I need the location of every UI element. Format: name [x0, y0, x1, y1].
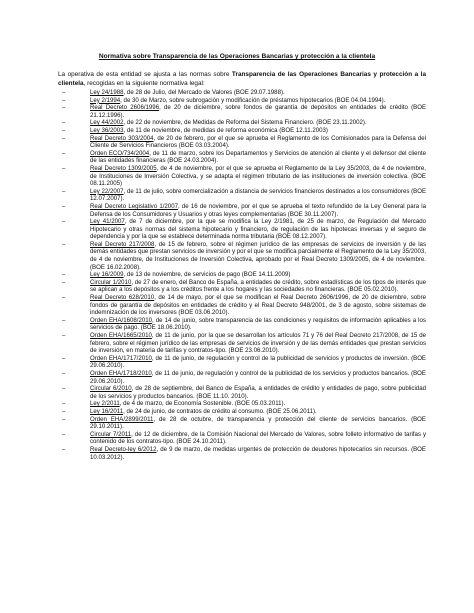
regulation-link[interactable]: Ley 16/2009 — [90, 271, 124, 279]
regulation-item — [62, 279, 426, 294]
regulation-description: , de 14 de mayo, por el que se modifican el Real Decreto 2606/1996, de 20 de diciembre, sobre fondos de garantía de depósitos en entidades de crédito y el Real Decreto 948/2001, de 3 de agosto, sobre sistemas de indemnización de los inversores (BOE 03.06.2010). — [90, 294, 426, 317]
intro-text: La operativa de esta entidad se ajusta a las normas sobre — [58, 71, 232, 78]
regulation-item — [62, 203, 426, 218]
regulation-item — [62, 317, 426, 332]
bullet-dash: – — [62, 385, 66, 393]
regulation-description: , de 24 de junio, de contratos de crédito al consumo. (BOE 25.06.2011). — [123, 407, 317, 415]
regulation-description: , de 15 de febrero, sobre el régimen jurídico de las empresas de servicios de inversión y de las demás entidades que prestan servicios de inversión y por el que se modifica parcialmente el Reglamento de la Ley 35/2003, de 4 de noviembre, de Instituciones de Inversión Colectiva, aprobado por el Real Decreto 1309/2005, de 4 de noviembre. (BOE 16.02.2008). — [90, 240, 426, 271]
regulation-description: , de 11 de julio, sobre comercialización a distancia de servicios financieros destinados a los consumidores (BOE 12.07.2007). — [90, 187, 427, 203]
regulation-description: , de 4 de noviembre, por el que se aprueba el Reglamento de la Ley 35/2003, de 4 de noviembre, de Instituciones de Inversión Colectiva, y se adapta el régimen tributario de las instituciones de inversión colectiva. (BOE 08.11.2005) — [90, 164, 426, 188]
bullet-dash: – — [62, 149, 66, 157]
regulation-description: , de 11 de junio, por la que se desarrollan los artículos 71 y 76 del Real Decreto 217/2008, de 15 de febrero, sobre el régimen jurídico de las empresas de servicios de inversión y de las demás entidades que prestan servicios de inversión, en materia de tarifas y contratos-tipo. (BOE 23.06.2010). — [90, 332, 426, 355]
regulation-description: , de 14 de junio, sobre transparencia de las condiciones y requisitos de información aplicables a los servicios de pago. (BOE 18.06.2010). — [90, 316, 426, 332]
regulation-link[interactable]: Ley 2/1994 — [90, 96, 121, 104]
regulation-description: , de 11 de junio, de regulación y control de la publicidad de servicios y productos de inversión. (BOE 29.06.2010). — [90, 354, 426, 370]
bullet-dash: – — [62, 202, 66, 210]
bullet-dash: – — [62, 369, 66, 377]
regulation-item — [62, 89, 426, 97]
regulation-description: , de 22 de noviembre, de Medidas de Reforma del Sistema Financiero. (BOE 23.11.2002). — [123, 119, 367, 127]
regulation-link[interactable]: Circular 6/2010 — [90, 385, 132, 393]
bullet-dash: – — [62, 126, 66, 134]
bullet-dash: – — [62, 354, 66, 362]
bullet-dash: – — [62, 240, 66, 248]
regulation-description: , de 27 de enero, del Banco de España, a entidades de crédito, sobre estadísticas de los tipos de interés que se aplican a los depósitos y a los créditos frente a los hogares y las sociedades no financieras. (BOE 05.02.2010). — [90, 278, 427, 294]
regulation-link[interactable]: Real Decreto 303/2004 — [90, 134, 154, 142]
regulation-link[interactable]: Orden EHA/1718/2010 — [90, 369, 152, 377]
bullet-dash: – — [62, 407, 66, 415]
bullet-dash: – — [62, 89, 66, 96]
regulation-description: , de 13 de noviembre, de servicios de pago (BOE 14.11.2009) — [123, 271, 291, 279]
regulation-item — [62, 188, 426, 203]
regulation-link[interactable]: Ley 41/2007 — [90, 218, 125, 226]
bullet-dash: – — [62, 218, 66, 226]
page-title: Normativa sobre Transparencia de las Operaciones Bancarias y protección a la clientela — [98, 53, 376, 60]
regulation-item — [62, 241, 426, 271]
regulation-description: , de 12 de diciembre, de la Comisión Nacional del Mercado de Valores, sobre folleto informativo de tarifas y contenido de los contratos-tipo. (BOE 24.10.2011). — [90, 430, 426, 446]
regulation-link[interactable]: Real Decreto-ley 6/2012 — [90, 445, 157, 453]
intro-bold-text: Transparencia de las Operaciones Bancarias y protección a la clientela — [58, 71, 426, 87]
regulation-item — [62, 431, 426, 446]
regulation-item — [62, 150, 426, 165]
regulation-link[interactable]: Real Decreto 628/2010 — [90, 294, 155, 302]
regulation-description: , de 11 de marzo, sobre los Departamentos y Servicios de atención al cliente y el defensor del cliente de las entidades financieras (BOE 24.03.2004). — [90, 149, 426, 165]
bullet-dash: – — [62, 104, 66, 112]
bullet-dash: – — [62, 278, 66, 286]
regulation-item — [62, 294, 426, 317]
regulation-description: , de 7 de diciembre, por la que se modifica la Ley 2/1981, de 25 de marzo, de Regulación del Mercado Hipotecario y otras normas del sistema hipotecario y financiero, de regulación de las hipotecas inversas y el seguro de dependencia y por la que se establece determinada norma tributaria (BOE 08.12.2007). — [90, 218, 427, 241]
regulation-link[interactable]: Ley 16/2011 — [90, 407, 124, 415]
regulation-item — [62, 408, 426, 416]
bullet-dash: – — [62, 316, 66, 324]
regulation-link[interactable]: Circular 7/2011 — [90, 430, 132, 438]
intro-text-end: , recogidas en la siguiente normativa legal: — [83, 80, 205, 87]
regulation-item — [62, 218, 426, 241]
regulation-link[interactable]: Orden EHA/1717/2010 — [90, 354, 152, 362]
regulation-link[interactable]: Ley 44/2002 — [90, 119, 124, 127]
bullet-dash: – — [62, 119, 66, 127]
regulation-description: , de 20 de febrero, por el que se aprueba el Reglamento de los Comisionados para la Defensa del Cliente de Servicios Financieros (BOE 03.03.2004). — [90, 134, 426, 150]
regulation-description: , de 30 de Marzo, sobre subrogación y modificación de préstamos hipotecarios (BOE 04.04.1994). — [120, 96, 386, 104]
regulation-description: , de 11 de noviembre, de medidas de reforma económica (BOE 12.11.2003) — [123, 126, 328, 134]
regulation-link[interactable]: Real Decreto 1309/2005 — [90, 164, 157, 172]
regulation-link[interactable]: Orden EHA/1608/2010 — [90, 316, 153, 324]
regulation-item — [62, 370, 426, 385]
regulation-description: , de 20 de diciembre, sobre fondos de garantía de depósitos en entidades de crédito (BOE 21.12.1996). — [90, 104, 427, 119]
regulation-item — [62, 416, 426, 431]
bullet-dash: – — [62, 134, 66, 142]
regulation-link[interactable]: Real Decreto 2606/1996 — [90, 104, 160, 112]
regulation-link[interactable]: Orden EHA/1665/2010 — [90, 332, 152, 339]
regulation-description: , de 28 de Julio, del Mercado de Valores (BOE 29.07.1988). — [123, 89, 285, 96]
bullet-dash: – — [62, 187, 66, 195]
regulation-link[interactable]: Ley 2/2011 — [90, 400, 120, 408]
regulation-item — [62, 355, 426, 370]
bullet-dash: – — [62, 164, 66, 172]
regulation-item — [62, 135, 426, 150]
bullet-dash: – — [62, 271, 66, 279]
bullet-dash: – — [62, 96, 66, 104]
regulation-description: , de 16 de noviembre, por el que se aprueba el texto refundido de la Ley General para la Defensa de los Consumidores y Usuarios y otras leyes complementarias (BOE 30.11.2007). — [90, 202, 426, 218]
bullet-dash: – — [62, 332, 66, 339]
regulation-link[interactable]: Orden ECO/734/2004 — [90, 149, 150, 157]
regulation-link[interactable]: Ley 22/2007 — [90, 187, 124, 195]
regulation-item — [62, 104, 426, 119]
regulation-link[interactable]: Real Decreto 217/2008 — [90, 240, 155, 248]
regulation-item — [62, 165, 426, 188]
regulation-link[interactable]: Orden EHA/2899/2011 — [90, 415, 154, 423]
regulation-description: , de 9 de marzo, de medidas urgentes de protección de deudores hipotecarios sin recursos. (BOE 10.03.2012). — [90, 445, 426, 461]
bullet-dash: – — [62, 294, 66, 302]
bullet-dash: – — [62, 445, 66, 453]
regulation-item — [62, 119, 426, 127]
bullet-dash: – — [62, 430, 66, 438]
regulation-item — [62, 97, 426, 105]
regulation-link[interactable]: Circular 1/2010 — [90, 278, 132, 286]
regulation-description: , de 28 de octubre, de transparencia y protección del cliente de servicios bancarios. (BOE 29.10.2011). — [90, 415, 426, 431]
regulation-item — [62, 385, 426, 400]
regulation-description: , de 4 de marzo, de Economía Sostenible. (BOE 05.03.2011). — [119, 400, 286, 408]
regulation-description: , de 11 de junio, de regulación y control de la publicidad de los servicios y productos bancarios. (BOE 29.06.2010). — [90, 369, 426, 385]
regulation-link[interactable]: Real Decreto Legislativo 1/2007 — [90, 202, 178, 210]
regulation-item — [62, 271, 426, 279]
regulation-link[interactable]: Ley 36/2003 — [90, 126, 124, 134]
intro-paragraph — [58, 70, 426, 88]
regulation-item — [62, 446, 426, 461]
regulation-link[interactable]: Ley 24/1988 — [90, 89, 124, 96]
regulation-item — [62, 400, 426, 408]
regulation-item — [62, 127, 426, 135]
regulation-list — [62, 89, 426, 461]
regulation-description: , de 28 de septiembre, del Banco de España, a entidades de crédito y entidades de pago, sobre publicidad de los servicios y productos bancarios. (BOE 11.10. 2010). — [90, 385, 427, 400]
bullet-dash: – — [62, 400, 66, 408]
bullet-dash: – — [62, 415, 66, 423]
regulation-item — [62, 332, 426, 355]
